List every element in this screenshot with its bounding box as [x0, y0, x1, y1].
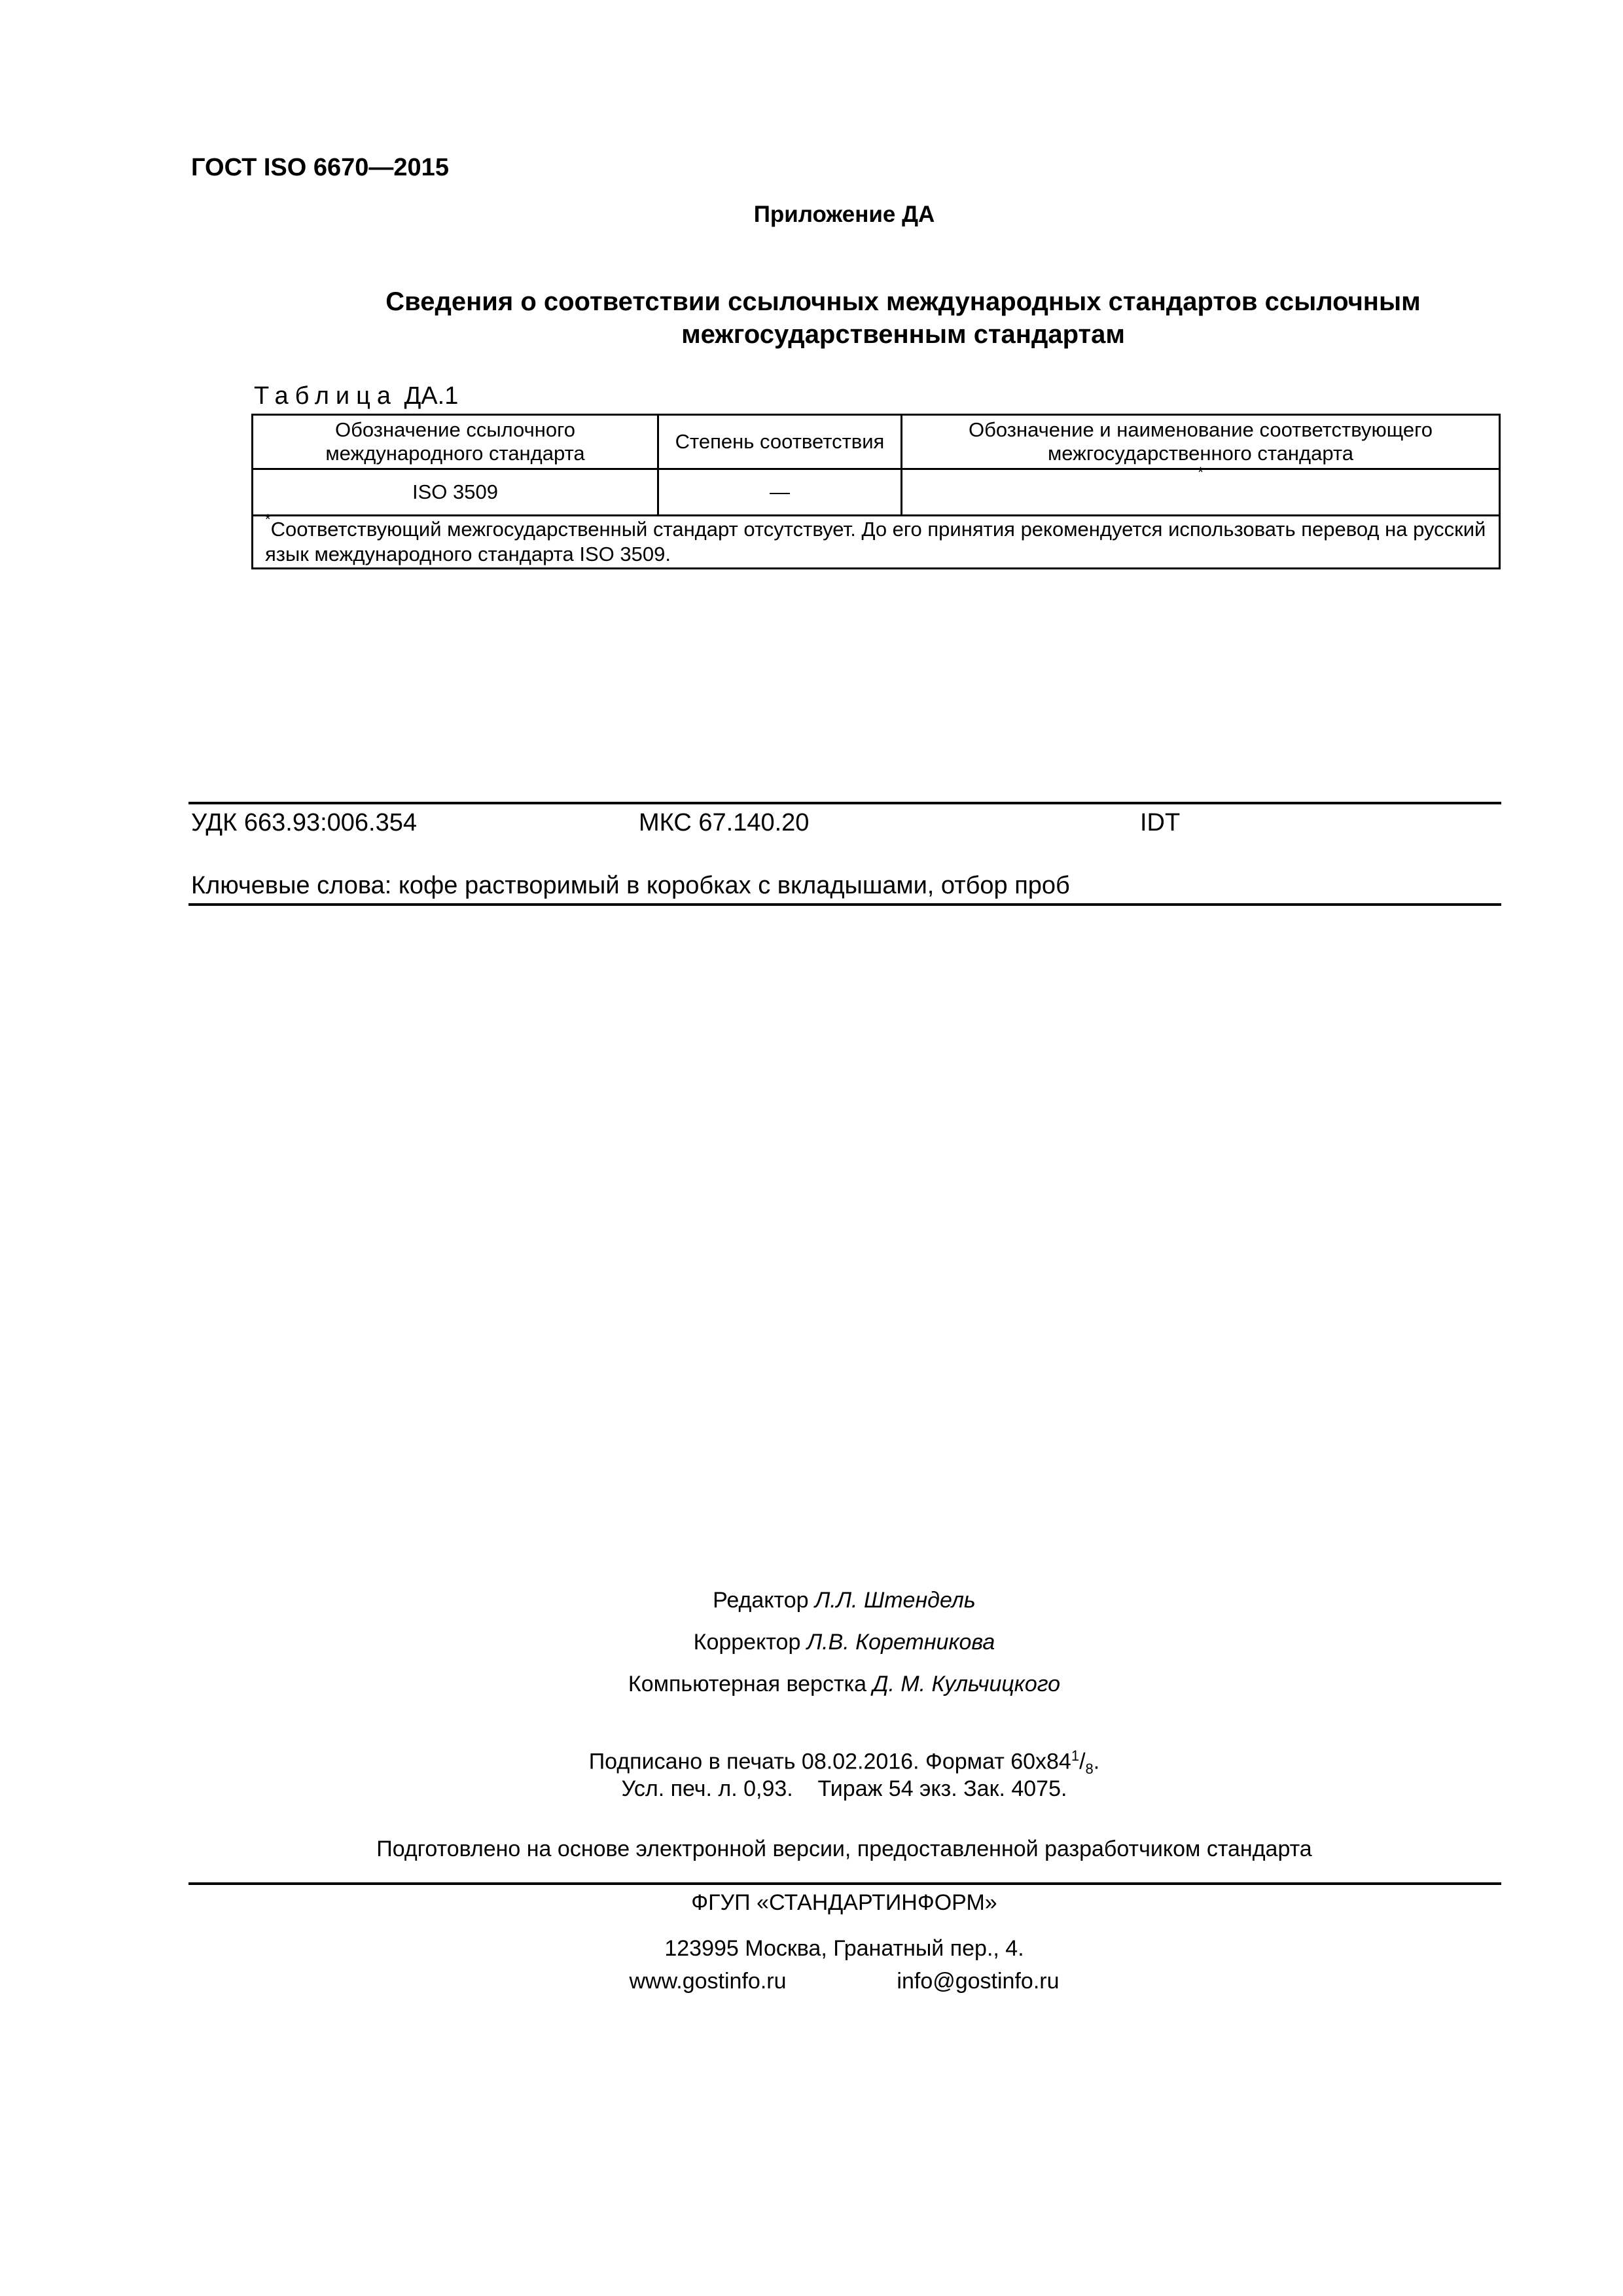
- proofreader-name: Л.В. Коретникова: [806, 1630, 995, 1655]
- table-footnote-row: [253, 516, 1500, 569]
- table-row: [253, 469, 1500, 516]
- format-fraction-denominator: 8: [1085, 1761, 1094, 1778]
- format-fraction-numerator: 1: [1071, 1748, 1080, 1764]
- footnote-marker: *: [1198, 464, 1204, 480]
- table-caption-id: ДА.1: [404, 382, 459, 410]
- column-header-international: Обозначение ссылочного международного стандарта: [253, 415, 658, 469]
- column-header-interstate: Обозначение и наименование соответствующего межгосударственного стандарта: [902, 415, 1500, 469]
- classification-top-rule: [188, 802, 1501, 804]
- layout-label: Компьютерная верстка: [628, 1672, 867, 1696]
- classification-bottom-rule: [188, 903, 1501, 906]
- conformity-table: [251, 414, 1501, 569]
- document-id: ГОСТ ISO 6670—2015: [191, 154, 449, 181]
- layout-name: Д. М. Кульчицкого: [872, 1672, 1061, 1696]
- proofreader-label: Корректор: [693, 1630, 801, 1655]
- cell-degree: —: [658, 469, 902, 516]
- table-caption-word: Таблица: [254, 382, 397, 410]
- signed-text: Подписано в печать 08.02.2016. Формат 60x84: [588, 1749, 1071, 1774]
- udk-code: УДК 663.93:006.354: [191, 809, 418, 836]
- footnote-text: Соответствующий межгосударственный стандарт отсутствует. До его принятия рекомендуется использовать перевод на русский язык международного стандарта ISO 3509.: [265, 518, 1486, 565]
- publisher-rule: [188, 1882, 1501, 1885]
- appendix-title-line-2: межгосударственным стандартам: [681, 320, 1125, 349]
- editor-line: [0, 1587, 1623, 1614]
- signed-line: Подписано в печать 08.02.2016. Формат $60x84^1/_8$.: [588, 1748, 1100, 1778]
- publisher-contacts: [0, 1967, 1623, 1995]
- table-caption: [254, 381, 458, 411]
- table-header-row: [253, 415, 1500, 469]
- keywords: Ключевые слова: кофе растворимый в коробках с вкладышами, отбор проб: [191, 872, 1070, 899]
- cell-interstate-standard: [902, 464, 1500, 516]
- appendix-title-line-1: Сведения о соответствии ссылочных международных стандартов ссылочным: [385, 287, 1421, 316]
- publisher-website[interactable]: www.gostinfo.ru: [629, 1969, 787, 1994]
- column-header-degree: Степень соответствия: [658, 415, 902, 469]
- editor-label: Редактор: [713, 1588, 809, 1613]
- conformity-degree: IDT: [1140, 809, 1181, 836]
- publisher-name: ФГУП «СТАНДАРТИНФОРМ»: [691, 1890, 997, 1915]
- mks-code: МКС 67.140.20: [639, 809, 810, 836]
- appendix-title: [249, 285, 1558, 351]
- cell-international-standard: ISO 3509: [253, 469, 658, 516]
- proofreader-line: [0, 1628, 1623, 1656]
- publisher-address: 123995 Москва, Гранатный пер., 4.: [664, 1936, 1024, 1961]
- prepared-note: Подготовлено на основе электронной версии, предоставленной разработчиком стандарта: [376, 1837, 1312, 1861]
- layout-line: [0, 1670, 1623, 1698]
- table-footnote: [253, 511, 1500, 569]
- appendix-label: Приложение ДА: [753, 202, 935, 227]
- editor-name: Л.Л. Штендель: [814, 1588, 976, 1613]
- publisher-email[interactable]: info@gostinfo.ru: [897, 1969, 1060, 1994]
- print-info: Усл. печ. л. 0,93. Тираж 54 экз. Зак. 4075.: [621, 1776, 1067, 1801]
- footnote-reference: *: [265, 511, 271, 528]
